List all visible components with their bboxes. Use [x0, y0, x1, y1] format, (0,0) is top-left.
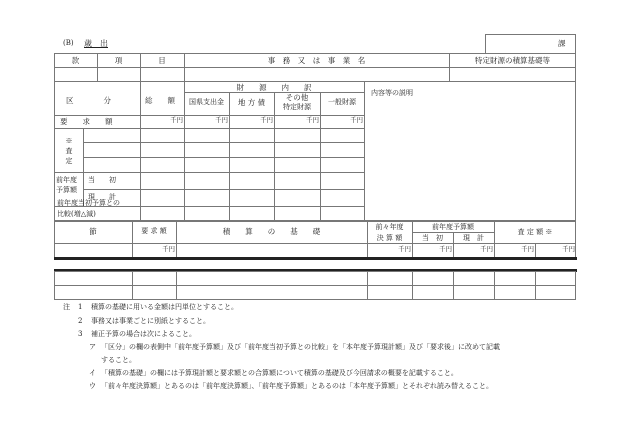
finance-col-other-line2: 特定財源 — [283, 103, 311, 111]
sub-note-text: 「区分」の欄の表側中「前年度予算額」及び「前年度当初予算との比較」を「本年度予算現計額」及び「要求後」に改めて記載 — [101, 343, 500, 351]
kan-input[interactable] — [54, 67, 97, 81]
unit-national: 千円 — [215, 116, 228, 124]
sub-note-mark: ウ — [89, 382, 96, 390]
lower-unit-prev-current: 千円 — [480, 245, 493, 253]
moku-input[interactable] — [140, 67, 184, 81]
header-prev-budget: 前年度予算額 — [432, 223, 474, 231]
notes-prefix: 注 — [63, 303, 70, 311]
assessment-label: ※査定 — [65, 137, 73, 165]
prev-current-label: 現 計 — [88, 193, 116, 201]
description-input[interactable] — [365, 98, 575, 220]
lower-unit-assessed-2: 千円 — [562, 245, 575, 253]
description-label: 内容等の説明 — [371, 89, 413, 97]
note-num: 2 — [78, 317, 83, 325]
lower-unit-assessed-1: 千円 — [521, 245, 534, 253]
business-name-input[interactable] — [184, 67, 449, 81]
continuation-row[interactable] — [54, 271, 576, 285]
finance-col-national-prefectural: 国県支出金 — [189, 98, 224, 106]
header-specific-finance-basis: 特定財源の積算基礎等 — [475, 56, 550, 65]
department-suffix: 課 — [558, 39, 566, 48]
lower-unit-prev-initial: 千円 — [439, 245, 452, 253]
sub-note-cont: すること。 — [101, 356, 136, 364]
section-prefix: (B) — [63, 39, 74, 47]
finance-col-general: 一般財源 — [328, 98, 356, 106]
header-setsu: 節 — [89, 227, 97, 236]
sub-note-mark: ア — [89, 343, 96, 351]
header-business-name: 事 務 又 は 事 業 名 — [267, 56, 366, 65]
header-prev-current: 現 計 — [463, 234, 484, 242]
sub-note-text: 「前々年度決算額」とあるのは「前年度決算額」、「前年度予算額」とあるのは「本年度予算額」とそれぞれ読み替えること。 — [101, 382, 493, 390]
header-kan: 款 — [71, 56, 80, 65]
comparison-label-1: 前年度当初予算との — [57, 199, 120, 207]
unit-general: 千円 — [350, 116, 363, 124]
header-prev-initial: 当 初 — [422, 234, 443, 242]
header-kou: 項 — [114, 56, 123, 65]
header-assessed: 査 定 額 ※ — [517, 228, 553, 236]
lower-unit-two-years-prior: 千円 — [398, 245, 411, 253]
header-two-years-prior-1: 前々年度 — [375, 223, 404, 231]
note-num: 1 — [78, 303, 83, 311]
finance-col-local-bond: 地 方 債 — [237, 98, 266, 107]
lower-unit-request: 千円 — [162, 245, 175, 253]
sub-note-mark: イ — [89, 369, 96, 377]
total-label: 総 額 — [145, 96, 175, 105]
unit-local-bond: 千円 — [260, 116, 273, 124]
unit-total: 千円 — [170, 116, 183, 124]
continuation-row[interactable] — [54, 285, 576, 300]
sub-note-text: 「積算の基礎」の欄には予算現計額と要求額との合算額について積算の基礎及び今回請求の概要を記載すること。 — [101, 369, 458, 377]
note-text: 補正予算の場合は次によること。 — [91, 330, 196, 338]
note-text: 積算の基礎に用いる金額は円単位とすること。 — [91, 303, 238, 311]
prev-initial-label: 当 初 — [88, 176, 116, 184]
finance-col-other-line1: その他 — [285, 93, 309, 102]
kou-input[interactable] — [97, 67, 140, 81]
header-calc-basis: 積 算 の 基 礎 — [222, 227, 321, 236]
note-text: 事務又は事業ごとに別紙とすること。 — [91, 317, 210, 325]
note-num: 3 — [78, 330, 83, 338]
specific-finance-basis-input[interactable] — [449, 67, 576, 81]
separator-line-top — [54, 257, 577, 260]
prev-budget-label-1: 前年度 — [56, 176, 77, 184]
header-moku: 目 — [158, 56, 166, 65]
prev-budget-label-2: 予算額 — [56, 186, 77, 194]
unit-other: 千円 — [306, 116, 319, 124]
request-label: 要 求 額 — [60, 117, 113, 126]
finance-breakdown-label: 財 源 内 訳 — [236, 83, 312, 92]
category-label: 区 分 — [66, 96, 111, 105]
header-two-years-prior-2: 決 算 額 — [376, 234, 403, 242]
section-title: 歳 出 — [84, 39, 108, 48]
comparison-label-2: 比較(増△減) — [57, 210, 96, 218]
header-request-amount: 要 求 額 — [141, 227, 167, 235]
